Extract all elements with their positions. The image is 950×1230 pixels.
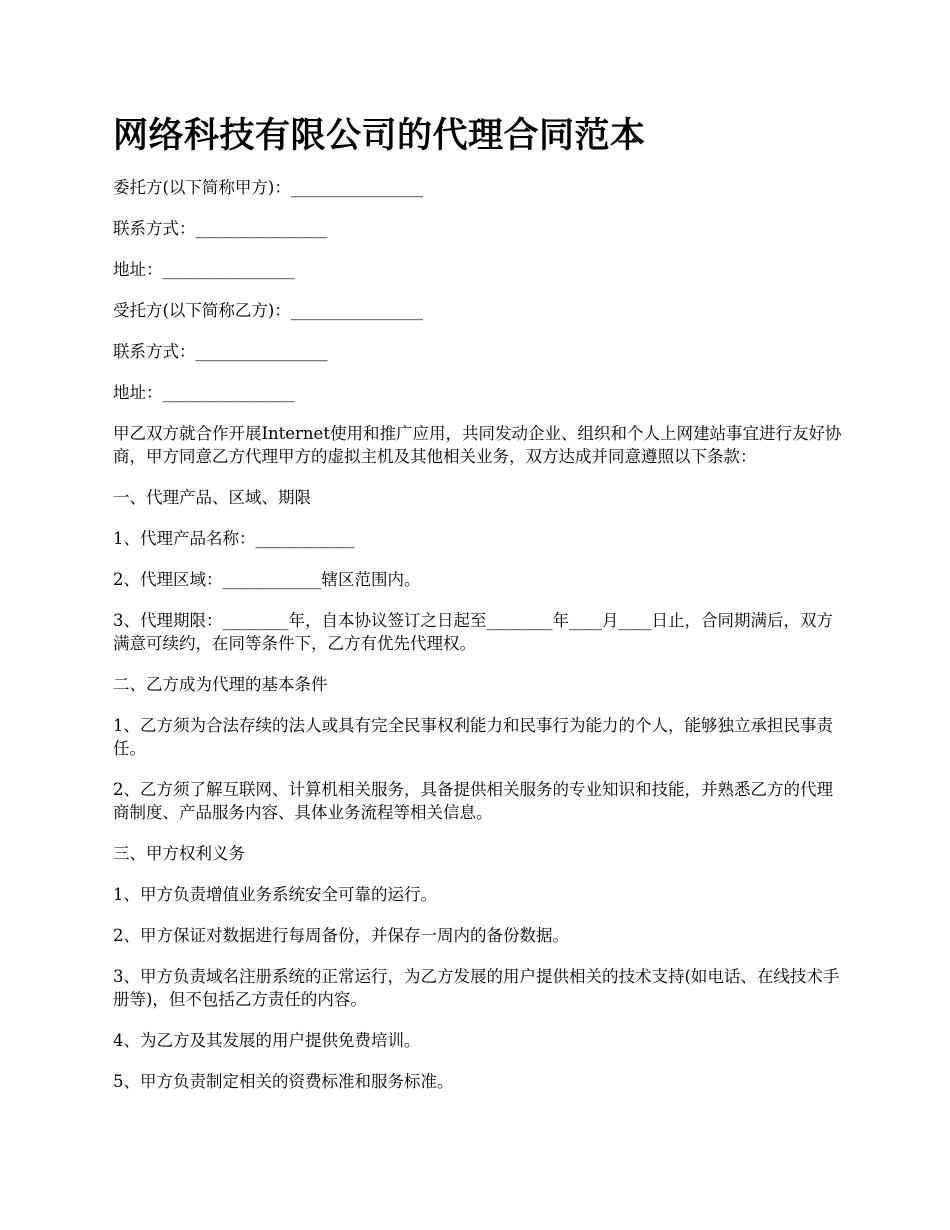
- clause-paragraph: 2、代理区域：____________辖区范围内。: [113, 570, 421, 589]
- clause-paragraph: 1、乙方须为合法存续的法人或具有完全民事权利能力和民事行为能力的个人，能够独立承担民事责任。: [113, 716, 833, 758]
- clause-paragraph: 3、甲方负责域名注册系统的正常运行，为乙方发展的用户提供相关的技术支持(如电话、在线技术手册等)，但不包括乙方责任的内容。: [113, 967, 840, 1009]
- clause-paragraph: 2、甲方保证对数据进行每周备份，并保存一周内的备份数据。: [113, 926, 569, 945]
- clause-paragraph: 5、甲方负责制定相关的资费标准和服务标准。: [113, 1072, 454, 1091]
- clause-paragraph: 1、甲方负责增值业务系统安全可靠的运行。: [113, 885, 437, 904]
- section-heading: 三、甲方权利义务: [113, 844, 245, 863]
- clause-paragraph: 3、代理期限：________年，自本协议签订之日起至________年____月____日止，合同期满后，双方满意可续约，在同等条件下，乙方有优先代理权。: [113, 611, 833, 653]
- clause-paragraph: 地址：________________: [113, 383, 295, 402]
- clause-paragraph: 委托方(以下简称甲方)：________________: [113, 178, 423, 197]
- section-heading: 二、乙方成为代理的基本条件: [113, 675, 328, 694]
- document-title: 网络科技有限公司的代理合同范本: [113, 116, 646, 156]
- clause-paragraph: 甲乙双方就合作开展Internet使用和推广应用，共同发动企业、组织和个人上网建站事宜进行友好协商，甲方同意乙方代理甲方的虚拟主机及其他相关业务，双方达成并同意遵照以下条款：: [113, 424, 842, 466]
- document-page: [113, 110, 843, 1111]
- clause-paragraph: 1、代理产品名称：____________: [113, 529, 355, 548]
- clause-paragraph: 联系方式：________________: [113, 342, 328, 361]
- clause-paragraph: 受托方(以下简称乙方)：________________: [113, 301, 423, 320]
- clause-paragraph: 4、为乙方及其发展的用户提供免费培训。: [113, 1031, 421, 1050]
- clause-paragraph: 2、乙方须了解互联网、计算机相关服务，具备提供相关服务的专业知识和技能，并熟悉乙方的代理商制度、产品服务内容、具体业务流程等相关信息。: [113, 780, 833, 822]
- clause-paragraph: 联系方式：________________: [113, 219, 328, 238]
- clause-paragraph: 地址：________________: [113, 260, 295, 279]
- section-heading: 一、代理产品、区域、期限: [113, 488, 311, 507]
